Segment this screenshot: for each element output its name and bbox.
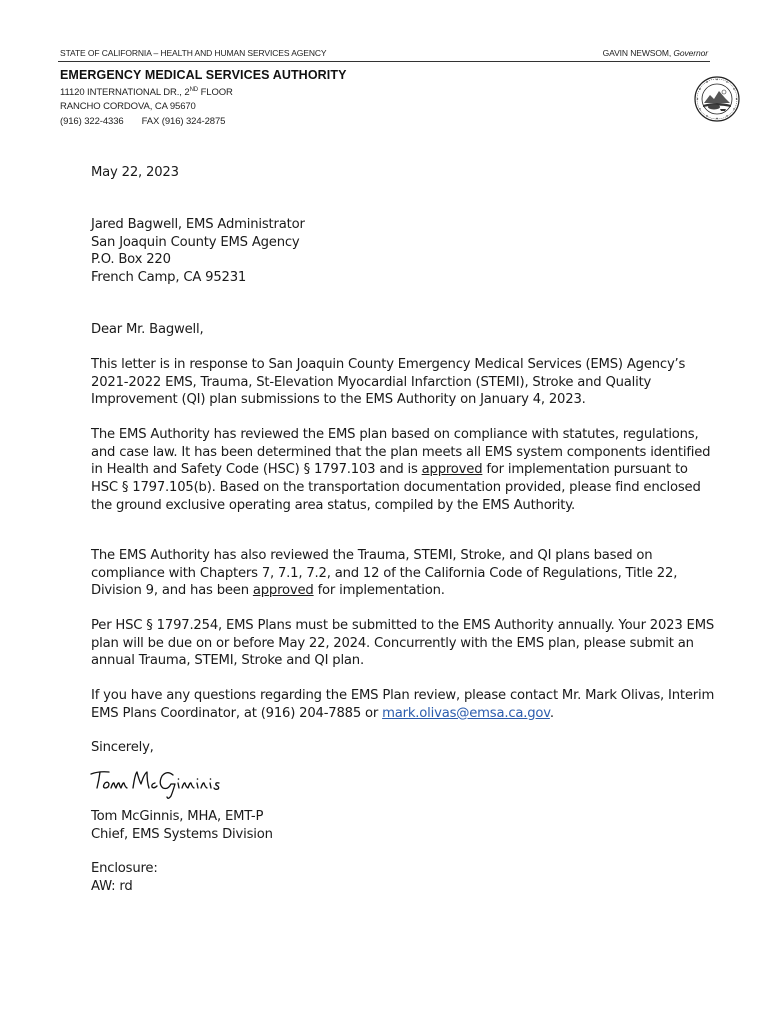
- paragraph-text: .: [549, 705, 554, 721]
- typist-initials: AW: rd: [91, 878, 133, 894]
- address-street-text: 11120 INTERNATIONAL DR., 2: [60, 87, 190, 98]
- approved-text: approved: [252, 583, 314, 599]
- header-divider: [58, 61, 710, 62]
- address-floor-sup: ND: [189, 87, 199, 93]
- paragraph-ems-plan: [91, 426, 717, 515]
- handwritten-signature: [89, 766, 229, 800]
- state-seal-icon: [694, 76, 740, 122]
- address-floor: FLOOR: [198, 87, 233, 98]
- closing: Sincerely,: [91, 740, 154, 755]
- address-city: RANCHO CORDOVA, CA 95670: [60, 101, 196, 112]
- paragraph-text: The EMS Authority has reviewed the EMS plan based on compliance with statutes, regulations, and case law. It has been determined that the plan meets all EMS system components identified in Health and Safety Code (HSC) § 1797.103 and is: [91, 427, 711, 478]
- paragraph-text: If you have any questions regarding the EMS Plan review, please contact Mr. Mark Olivas, Interim EMS Plans Coordinator, at (916) 204-7885 or: [91, 688, 715, 721]
- address-street: [60, 87, 233, 98]
- paragraph-contact: [91, 687, 717, 722]
- recipient-block: [91, 216, 717, 287]
- enclosure-label: Enclosure:: [91, 861, 158, 876]
- contact-email-link[interactable]: mark.olivas@emsa.ca.gov: [382, 705, 550, 721]
- recipient-line: French Camp, CA 95231: [91, 270, 247, 286]
- paragraph-text: The EMS Authority has also reviewed the Trauma, STEMI, Stroke, and QI plans based on compliance with Chapters 7, 7.1, 7.2, and 12 of the California Code of Regulations, Title 22, Division 9, and has been: [91, 548, 678, 599]
- agency-name: STATE OF CALIFORNIA – HEALTH AND HUMAN SERVICES AGENCY: [60, 48, 327, 58]
- governor-title: Governor: [673, 48, 708, 58]
- paragraph-intro: This letter is in response to San Joaquin County Emergency Medical Services (EMS) Agency’s 2021-2022 EMS, Trauma, St-Elevation Myocardial Infarction (STEMI), Stroke and Quality Improvement (QI) plan submissions to the EMS Authority on January 4, 2023.: [91, 357, 686, 408]
- recipient-line: San Joaquin County EMS Agency: [91, 234, 300, 250]
- letter-date: May 22, 2023: [91, 165, 179, 180]
- recipient-line: Jared Bagwell, EMS Administrator: [91, 217, 305, 232]
- paragraph-text: for implementation.: [313, 583, 445, 599]
- approved-text: approved: [421, 462, 483, 478]
- governor-name: GAVIN NEWSOM,: [602, 48, 672, 58]
- salutation: Dear Mr. Bagwell,: [91, 322, 204, 337]
- signer-block: [91, 808, 717, 843]
- paragraph-text: for implementation pursuant to HSC § 1797.105(b). Based on the transportation documentation provided, please find enclosed the ground exclusive operating area status, compiled by the EMS Authority.: [91, 462, 701, 513]
- governor-line: [603, 48, 708, 58]
- recipient-line: P.O. Box 220: [91, 252, 171, 268]
- agency-header: [60, 48, 708, 58]
- phone-number: (916) 322-4336: [60, 116, 124, 127]
- fax-number: FAX (916) 324-2875: [141, 116, 226, 127]
- signer-title: Chief, EMS Systems Division: [91, 826, 273, 842]
- authority-name: EMERGENCY MEDICAL SERVICES AUTHORITY: [60, 68, 347, 82]
- paragraph-specialty-plans: [91, 547, 717, 600]
- enclosure-block: [91, 860, 717, 895]
- paragraph-annual-submission: Per HSC § 1797.254, EMS Plans must be submitted to the EMS Authority annually. Your 2023 EMS plan will be due on or before May 22, 2024. Concurrently with the EMS plan, please submit an annual Trauma, STEMI, Stroke and QI plan.: [91, 618, 715, 669]
- signer-name: Tom McGinnis, MHA, EMT-P: [91, 809, 264, 824]
- contact-numbers: [60, 116, 225, 127]
